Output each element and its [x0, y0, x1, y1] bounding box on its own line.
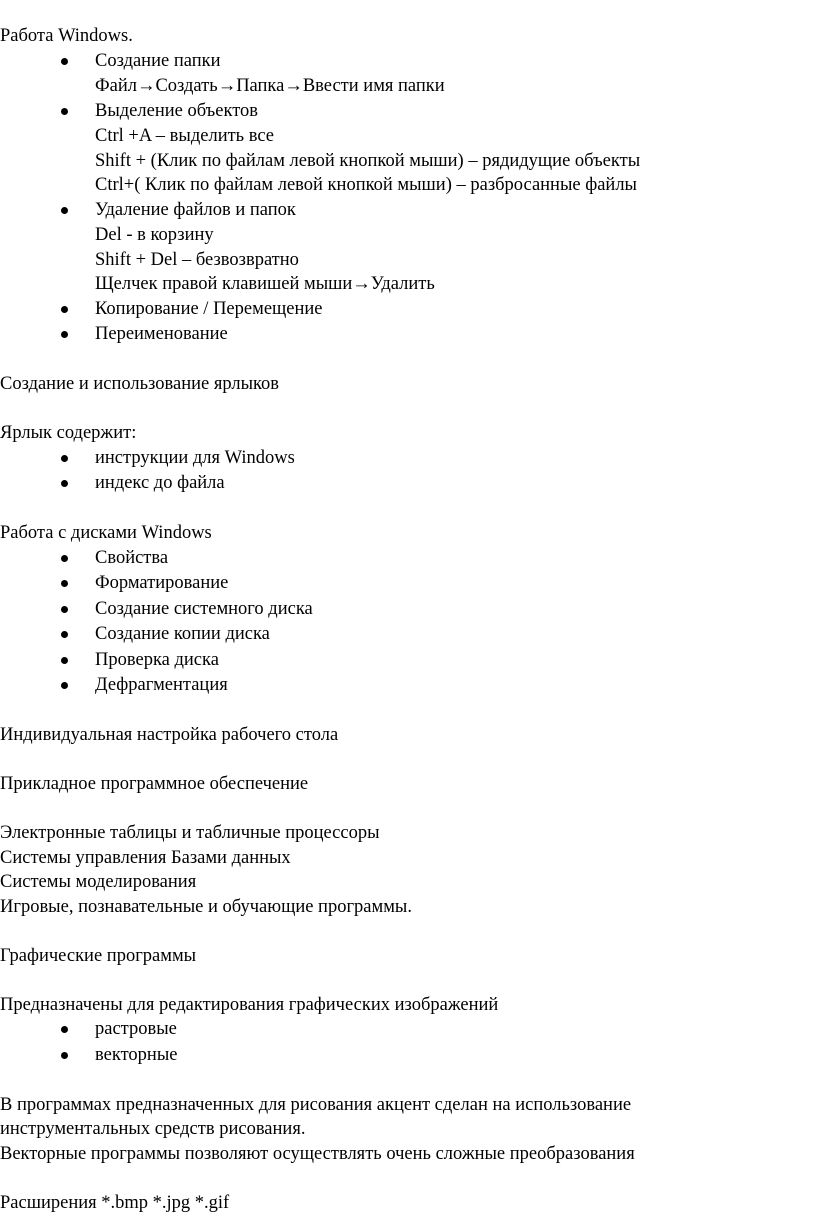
list-item-detail: Del - в корзину [95, 225, 214, 245]
section-title-desktop: Индивидуальная настройка рабочего стола [0, 725, 339, 745]
bullet-icon [61, 480, 68, 487]
bullet-icon [61, 657, 68, 664]
list-item: векторные [0, 1043, 816, 1069]
section-title-disks: Работа с дисками Windows [0, 523, 212, 543]
section-title-shortcut-contains: Ярлык содержит: [0, 423, 137, 443]
list-item: Проверка диска [0, 648, 816, 674]
section-title-windows: Работа Windows. [0, 26, 133, 46]
paragraph-line: инструментальных средств рисования. [0, 1119, 306, 1139]
section-title-graphics: Графические программы [0, 945, 197, 966]
text-line: Системы моделирования [0, 872, 197, 892]
list-item: Свойства [0, 546, 816, 572]
list-item-detail: Shift + (Клик по файлам левой кнопкой мыши) – рядидущие объекты [95, 150, 641, 171]
text-line: Системы управления Базами данных [0, 847, 291, 868]
extensions-line: Расширения *.bmp *.jpg *.gif [0, 1192, 230, 1213]
bullet-icon [61, 555, 68, 562]
list-item: Создание системного диска [0, 597, 816, 623]
bullet-icon [61, 631, 68, 638]
list-item-create-folder: Создание папки [0, 49, 816, 75]
list-item-detail: Ctrl +A – выделить все [95, 126, 275, 146]
bullet-icon [61, 455, 68, 462]
list-item: Форматирование [0, 571, 816, 597]
list-item-detail: Щелчек правой клавишей мыши→Удалить [95, 274, 435, 294]
bullet-icon [61, 207, 68, 214]
bullet-icon [61, 1052, 68, 1059]
bullet-icon [61, 58, 68, 65]
text-line: Электронные таблицы и табличные процессоры [0, 823, 380, 843]
bullet-icon [61, 606, 68, 613]
list-item: Дефрагментация [0, 673, 816, 699]
bullet-icon [61, 1026, 68, 1033]
list-item-copy-move: Копирование / Перемещение [0, 297, 816, 323]
list-item-delete: Удаление файлов и папок [0, 198, 816, 224]
list-item-detail: Shift + Del – безвозвратно [95, 249, 299, 270]
paragraph-line: В программах предназначенных для рисования акцент сделан на использование [0, 1094, 632, 1115]
bullet-icon [61, 682, 68, 689]
text-line: Игровые, познавательные и обучающие программы. [0, 896, 412, 917]
paragraph-line: Векторные программы позволяют осуществлять очень сложные преобразования [0, 1143, 635, 1164]
list-item: растровые [0, 1017, 816, 1043]
list-item: инструкции для Windows [0, 446, 816, 472]
section-title-shortcuts: Создание и использование ярлыков [0, 374, 280, 394]
list-item-detail: Ctrl+( Клик по файлам левой кнопкой мыши) – разбросанные файлы [95, 175, 637, 195]
list-item-rename: Переименование [0, 322, 816, 348]
list-item: Создание копии диска [0, 622, 816, 648]
bullet-icon [61, 108, 68, 115]
list-item-select-objects: Выделение объектов [0, 99, 816, 125]
bullet-icon [61, 580, 68, 587]
section-title-graphics-purpose: Предназначены для редактирования графических изображений [0, 994, 499, 1015]
bullet-icon [61, 306, 68, 313]
list-item: индекс до файла [0, 471, 816, 497]
list-item-detail: Файл→Создать→Папка→Ввести имя папки [95, 76, 445, 96]
bullet-icon [61, 331, 68, 338]
section-title-applied: Прикладное программное обеспечение [0, 774, 309, 794]
